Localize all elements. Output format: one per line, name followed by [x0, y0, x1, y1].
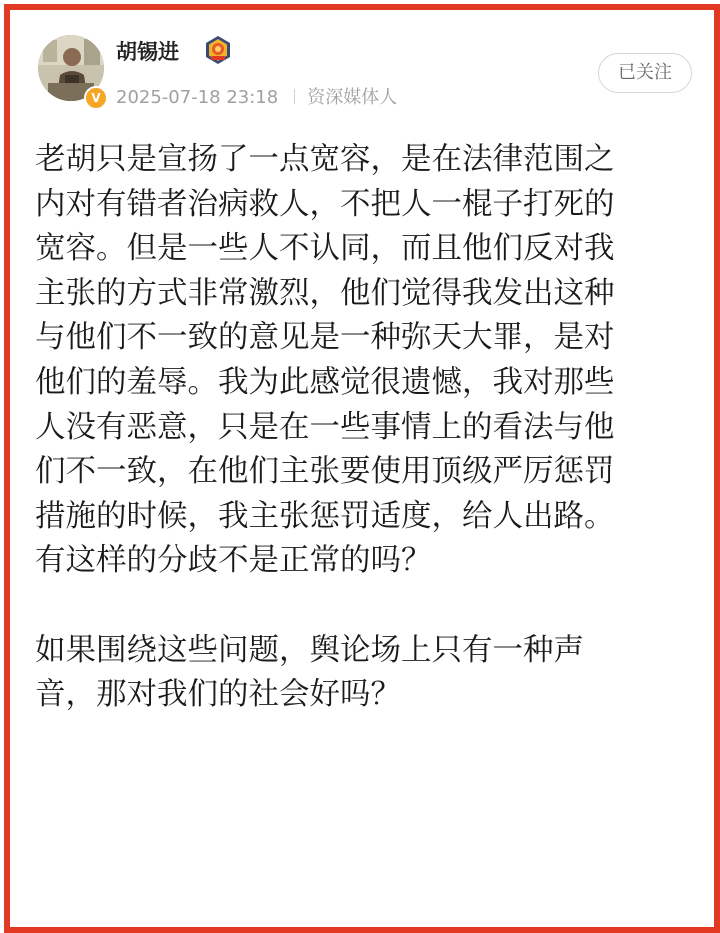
follow-button[interactable]: 已关注: [598, 53, 692, 93]
post-timestamp: 2025-07-18 23:18: [116, 87, 279, 108]
author-name[interactable]: 胡锡进: [116, 40, 179, 64]
author-title: 资深媒体人: [307, 87, 398, 108]
post-body-line: 有这样的分歧不是正常的吗？: [35, 543, 432, 579]
post-body-line: 音，那对我们的社会好吗？: [35, 677, 401, 713]
meta-divider: [294, 89, 295, 104]
post-meta: [116, 83, 397, 109]
medal-icon: [203, 35, 233, 65]
verified-badge: V: [84, 86, 108, 110]
post-body-line: 人没有恶意，只是在一些事情上的看法与他: [35, 409, 615, 445]
post-header: [10, 10, 714, 120]
post-body-line: 老胡只是宣扬了一点宽容，是在法律范围之: [35, 142, 615, 177]
post-body-line: 措施的时候，我主张惩罚适度，给人出路。: [35, 498, 615, 534]
post-body-line: 与他们不一致的意见是一种弥天大罪，是对: [35, 320, 615, 356]
post-body-line: 们不一致，在他们主张要使用顶级严厉惩罚: [35, 454, 615, 490]
post-body: [35, 138, 695, 718]
post-body-line: 如果围绕这些问题，舆论场上只有一种声: [35, 632, 584, 668]
post-body-line: 内对有错者治病救人，不把人一棍子打死的: [35, 186, 615, 222]
post-card: [4, 4, 720, 933]
post-body-line: 宽容。但是一些人不认同，而且他们反对我: [35, 231, 615, 267]
post-body-line: 他们的羞辱。我为此感觉很遗憾，我对那些: [35, 364, 615, 400]
post-body-line: 主张的方式非常激烈，他们觉得我发出这种: [35, 275, 615, 311]
paragraph-gap: [35, 584, 695, 629]
